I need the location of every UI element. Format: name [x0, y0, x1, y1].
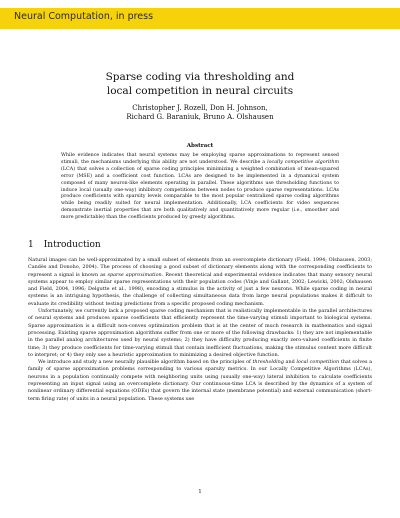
intro-paragraph-3 — [28, 359, 372, 403]
intro-p3-term-2: local competition — [296, 359, 340, 366]
paper-title-line-1: Sparse coding via thresholding and — [105, 71, 295, 83]
abstract-text — [61, 153, 339, 222]
intro-paragraph-1 — [28, 257, 372, 308]
abstract-heading: Abstract — [186, 143, 214, 149]
section-number: 1 — [28, 240, 34, 250]
intro-p3-text-a: We introduce and study a new neurally plausible algorithm based on the principles of — [38, 359, 253, 366]
intro-p3-term-1: thresholding — [252, 359, 284, 366]
intro-p1-text-b: . Recent theoretical and experimental evidence indicates that many sensory neural systems appear to employ similar sparse representations with their population codes (Vinje and Gallant, 2002; Lewicki, 2002; Olshausen and Field, 2004, 1996; Delgutte et al., 1998), encoding a stimulus in the activity of just a few neurons. While sparse coding in neural systems is an intriguing hypothesis, the challenge of collecting simultaneous data from large neural populations makes it difficult to evaluate its credibility without testing predictions from a specific proposed coding mechanism. — [28, 271, 372, 307]
section-title: Introduction — [43, 240, 101, 250]
paper-title — [60, 70, 340, 98]
intro-paragraph-2: Unfortunately, we currently lack a proposed sparse coding mechanism that is realistically implementable in the parallel architectures of neural systems and produces sparse coefficients that efficiently represent the time-varying stimuli important to biological systems. Sparse approximation is a difficult non-convex optimization problem that is at the center of much research in mathematics and signal processing. Existing sparse approximation algorithms suffer from one or more of the following drawbacks: 1) they are not implementable in the parallel analog architectures used by neural systems; 2) they have difficulty producing exactly zero-valued coefficients in finite time; 3) they produce coefficients for time-varying stimuli that contain inefficient fluctuations, making the stimulus content more difficult to interpret; or 4) they only use a heuristic approximation to minimizing a desired objective function. — [28, 308, 372, 358]
author-line-2: Richard G. Baraniuk, Bruno A. Olshausen — [126, 113, 274, 121]
author-list — [60, 104, 340, 122]
intro-p1-term: sparse approximation — [107, 271, 162, 278]
abstract-text-b: (LCA) that solves a collection of sparse coding principles minimizing a weighted combination of mean-squared error (MSE) and a coefficient cost function. LCAs are designed to be implemented in a dynamical system composed of many neuron-like elements operating in parallel. These algorithms use thresholding functions to induce local (usually one-way) inhibitory competitions between nodes to produce sparse representations. LCAs produce coefficients with sparsity levels comparable to the most popular centralized sparse coding algorithms while being readily suited for neural implementation. Additionally, LCA coefficients for video sequences demonstrate inertial properties that are both qualitatively and quantitatively more regular (i.e., smoother and more predictable) than the coefficients produced by greedy algorithms. — [61, 166, 339, 221]
section-heading — [28, 239, 101, 251]
intro-p3-text-c: that solves a family of sparse approximation problems corresponding to various sparsity metrics. In our Locally Competitive Algorithms (LCAs), neurons in a population continually compete with neighboring units using (usually one-way) lateral inhibition to calculate coefficients representing an input signal using an overcomplete dictionary. Our continuous-time LCA is described by the dynamics of a system of nonlinear ordinary differential equations (ODEs) that govern the internal state (membrane potential) and external communication (short-term firing rate) of units in a neural population. These systems use — [28, 359, 372, 402]
author-line-1: Christopher J. Rozell, Don H. Johnson, — [132, 104, 268, 112]
introduction-body — [28, 257, 372, 403]
page-number: 1 — [198, 489, 202, 495]
paper-title-line-2: local competition in neural circuits — [106, 85, 294, 97]
abstract-term: locally competitive algorithm — [267, 159, 339, 165]
journal-banner-text: Neural Computation, in press — [14, 11, 154, 22]
intro-p1-text-a: Natural images can be well-approximated by a small subset of elements from an overcomplete dictionary (Field, 1994; Olshausen, 2003; Candès and Donoho, 2004). The process of choosing a good subset of dictionary elements along with the corresponding coefficients to represent a signal is known as — [28, 257, 372, 278]
abstract-text-a: While evidence indicates that neural systems may be employing sparse approximations to represent sensed stimuli, the mechanisms underlying this ability are not understood. We describe a — [61, 153, 339, 165]
journal-banner — [0, 8, 400, 29]
intro-p3-text-b: and — [283, 359, 297, 366]
